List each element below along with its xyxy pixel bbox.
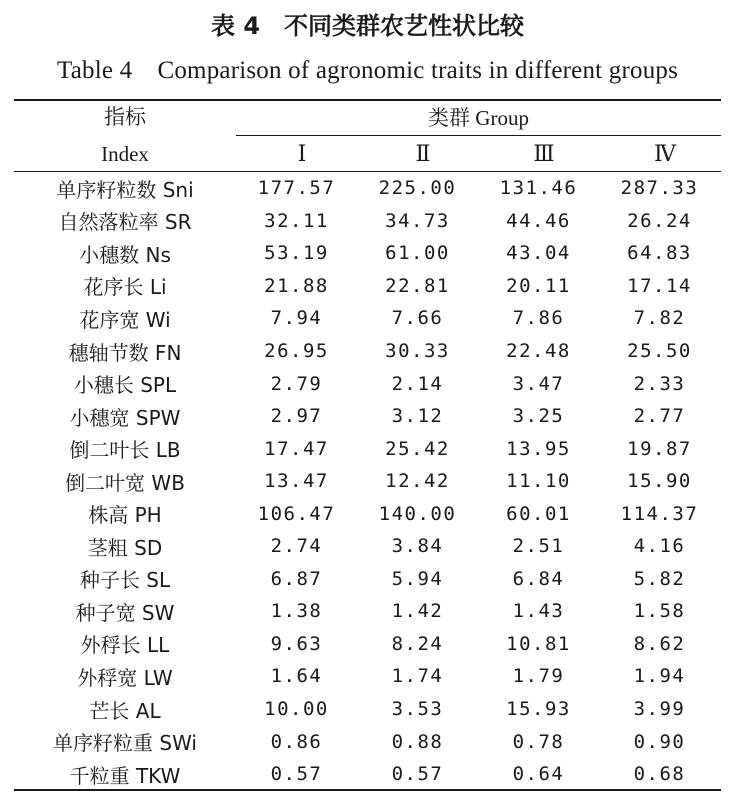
- value-cell-group-4: 2.77: [633, 405, 686, 428]
- value-cell-group-2: 5.94: [391, 567, 444, 590]
- table-row: [14, 497, 721, 530]
- value-cell-group-2: 12.42: [385, 470, 450, 493]
- value-cell-group-4: 0.68: [633, 763, 686, 786]
- row-label: 种子长 SL: [79, 568, 171, 593]
- header-group-3: Ⅲ: [533, 141, 555, 166]
- table-row: [14, 335, 721, 368]
- value-cell-group-2: 3.53: [391, 698, 444, 721]
- value-cell-group-3: 0.64: [512, 763, 565, 786]
- value-cell-group-1: 17.47: [264, 437, 329, 460]
- value-cell-group-3: 7.86: [512, 307, 565, 330]
- value-cell-group-2: 0.57: [391, 763, 444, 786]
- value-cell-group-3: 60.01: [506, 502, 571, 525]
- table-row: [14, 758, 721, 791]
- value-cell-group-2: 3.84: [391, 535, 444, 558]
- value-cell-group-4: 1.94: [633, 665, 686, 688]
- row-label: 小穗长 SPL: [73, 373, 177, 398]
- value-cell-group-3: 0.78: [512, 730, 565, 753]
- value-cell-group-4: 2.33: [633, 372, 686, 395]
- table-row: [14, 628, 721, 661]
- value-cell-group-1: 2.97: [270, 405, 323, 428]
- table-body: [14, 172, 721, 790]
- table-row: [14, 367, 721, 400]
- table-top-rule: [14, 99, 721, 101]
- value-cell-group-3: 10.81: [506, 632, 571, 655]
- value-cell-group-4: 7.82: [633, 307, 686, 330]
- row-label: 单序籽粒重 SWi: [53, 731, 197, 756]
- header-index-english: Index: [101, 142, 149, 166]
- row-label: 花序宽 Wi: [79, 307, 171, 332]
- table-row: [14, 725, 721, 758]
- row-label: 自然落粒率 SR: [58, 210, 192, 235]
- table-row: [14, 660, 721, 693]
- value-cell-group-1: 21.88: [264, 274, 329, 297]
- value-cell-group-3: 1.79: [512, 665, 565, 688]
- value-cell-group-2: 225.00: [378, 177, 457, 200]
- value-cell-group-2: 140.00: [378, 502, 457, 525]
- value-cell-group-3: 1.43: [512, 600, 565, 623]
- value-cell-group-2: 1.74: [391, 665, 444, 688]
- table-row: [14, 693, 721, 726]
- value-cell-group-1: 177.57: [257, 177, 336, 200]
- table-row: [14, 465, 721, 498]
- value-cell-group-4: 0.90: [633, 730, 686, 753]
- table-row: [14, 432, 721, 465]
- value-cell-group-3: 44.46: [506, 209, 571, 232]
- row-label: 穗轴节数 FN: [68, 340, 182, 365]
- value-cell-group-1: 13.47: [264, 470, 329, 493]
- value-cell-group-1: 10.00: [264, 698, 329, 721]
- header-group-1: Ⅰ: [297, 141, 307, 166]
- value-cell-group-4: 287.33: [620, 177, 699, 200]
- value-cell-group-4: 64.83: [627, 242, 692, 265]
- value-cell-group-2: 0.88: [391, 730, 444, 753]
- value-cell-group-4: 25.50: [627, 340, 692, 362]
- value-cell-group-2: 1.42: [391, 600, 444, 623]
- row-label: 种子宽 SW: [75, 600, 175, 625]
- value-cell-group-2: 25.42: [385, 437, 450, 460]
- value-cell-group-4: 19.87: [627, 437, 692, 460]
- table-row: [14, 172, 721, 205]
- value-cell-group-3: 15.93: [506, 698, 571, 721]
- value-cell-group-2: 30.33: [385, 340, 450, 362]
- row-label: 单序籽粒数 Sni: [56, 177, 194, 202]
- value-cell-group-3: 11.10: [506, 470, 571, 493]
- value-cell-group-1: 1.64: [270, 665, 323, 688]
- row-label: 株高 PH: [88, 503, 162, 528]
- value-cell-group-1: 26.95: [264, 340, 329, 362]
- table-row: [14, 400, 721, 433]
- row-label: 茎粗 SD: [87, 535, 163, 560]
- value-cell-group-3: 131.46: [499, 177, 578, 200]
- value-cell-group-2: 22.81: [385, 274, 450, 297]
- table-row: [14, 530, 721, 563]
- table-caption-chinese: 表 4 不同类群农艺性状比较: [210, 12, 525, 40]
- table-row: [14, 270, 721, 303]
- row-label: 芒长 AL: [89, 698, 161, 723]
- table-row: [14, 302, 721, 335]
- value-cell-group-1: 0.57: [270, 763, 323, 786]
- value-cell-group-1: 53.19: [264, 242, 329, 265]
- row-label: 小穗数 Ns: [79, 242, 171, 267]
- value-cell-group-4: 114.37: [620, 502, 699, 525]
- row-label: 外稃长 LL: [80, 633, 170, 658]
- value-cell-group-1: 106.47: [257, 502, 336, 525]
- table-row: [14, 563, 721, 596]
- value-cell-group-2: 34.73: [385, 209, 450, 232]
- value-cell-group-4: 26.24: [627, 209, 692, 232]
- value-cell-group-1: 0.86: [270, 730, 323, 753]
- value-cell-group-4: 17.14: [627, 274, 692, 297]
- value-cell-group-2: 2.14: [391, 372, 444, 395]
- value-cell-group-2: 8.24: [391, 632, 444, 655]
- value-cell-group-2: 61.00: [385, 242, 450, 265]
- value-cell-group-2: 7.66: [391, 307, 444, 330]
- row-label: 外稃宽 LW: [77, 665, 173, 690]
- table-row: [14, 595, 721, 628]
- value-cell-group-1: 9.63: [270, 632, 323, 655]
- value-cell-group-3: 13.95: [506, 437, 571, 460]
- header-group-4: Ⅳ: [654, 141, 676, 166]
- row-label: 千粒重 TKW: [69, 763, 181, 788]
- value-cell-group-3: 43.04: [506, 242, 571, 265]
- table-row: [14, 205, 721, 238]
- table-row: [14, 237, 721, 270]
- group-header-rule: [236, 135, 721, 136]
- value-cell-group-1: 7.94: [270, 307, 323, 330]
- value-cell-group-3: 20.11: [506, 274, 571, 297]
- value-cell-group-3: 2.51: [512, 535, 565, 558]
- value-cell-group-4: 15.90: [627, 470, 692, 493]
- row-label: 小穗宽 SPW: [69, 405, 181, 430]
- value-cell-group-1: 6.87: [270, 567, 323, 590]
- row-label: 倒二叶宽 WB: [65, 470, 185, 495]
- value-cell-group-1: 32.11: [264, 209, 329, 232]
- header-index-chinese: 指标: [104, 105, 146, 129]
- value-cell-group-4: 8.62: [633, 632, 686, 655]
- value-cell-group-2: 3.12: [391, 405, 444, 428]
- value-cell-group-1: 1.38: [270, 600, 323, 623]
- value-cell-group-3: 3.47: [512, 372, 565, 395]
- value-cell-group-3: 6.84: [512, 567, 565, 590]
- row-label: 倒二叶长 LB: [69, 438, 181, 463]
- header-group-2: Ⅱ: [415, 141, 431, 166]
- value-cell-group-4: 3.99: [633, 698, 686, 721]
- value-cell-group-4: 1.58: [633, 600, 686, 623]
- header-group: 类群 Group: [428, 106, 529, 130]
- value-cell-group-1: 2.79: [270, 372, 323, 395]
- value-cell-group-3: 22.48: [506, 340, 571, 362]
- value-cell-group-1: 2.74: [270, 535, 323, 558]
- value-cell-group-4: 4.16: [633, 535, 686, 558]
- value-cell-group-3: 3.25: [512, 405, 565, 428]
- value-cell-group-4: 5.82: [633, 567, 686, 590]
- row-label: 花序长 Li: [83, 275, 167, 300]
- table-caption-english: Table 4 Comparison of agronomic traits in different groups: [56, 57, 679, 84]
